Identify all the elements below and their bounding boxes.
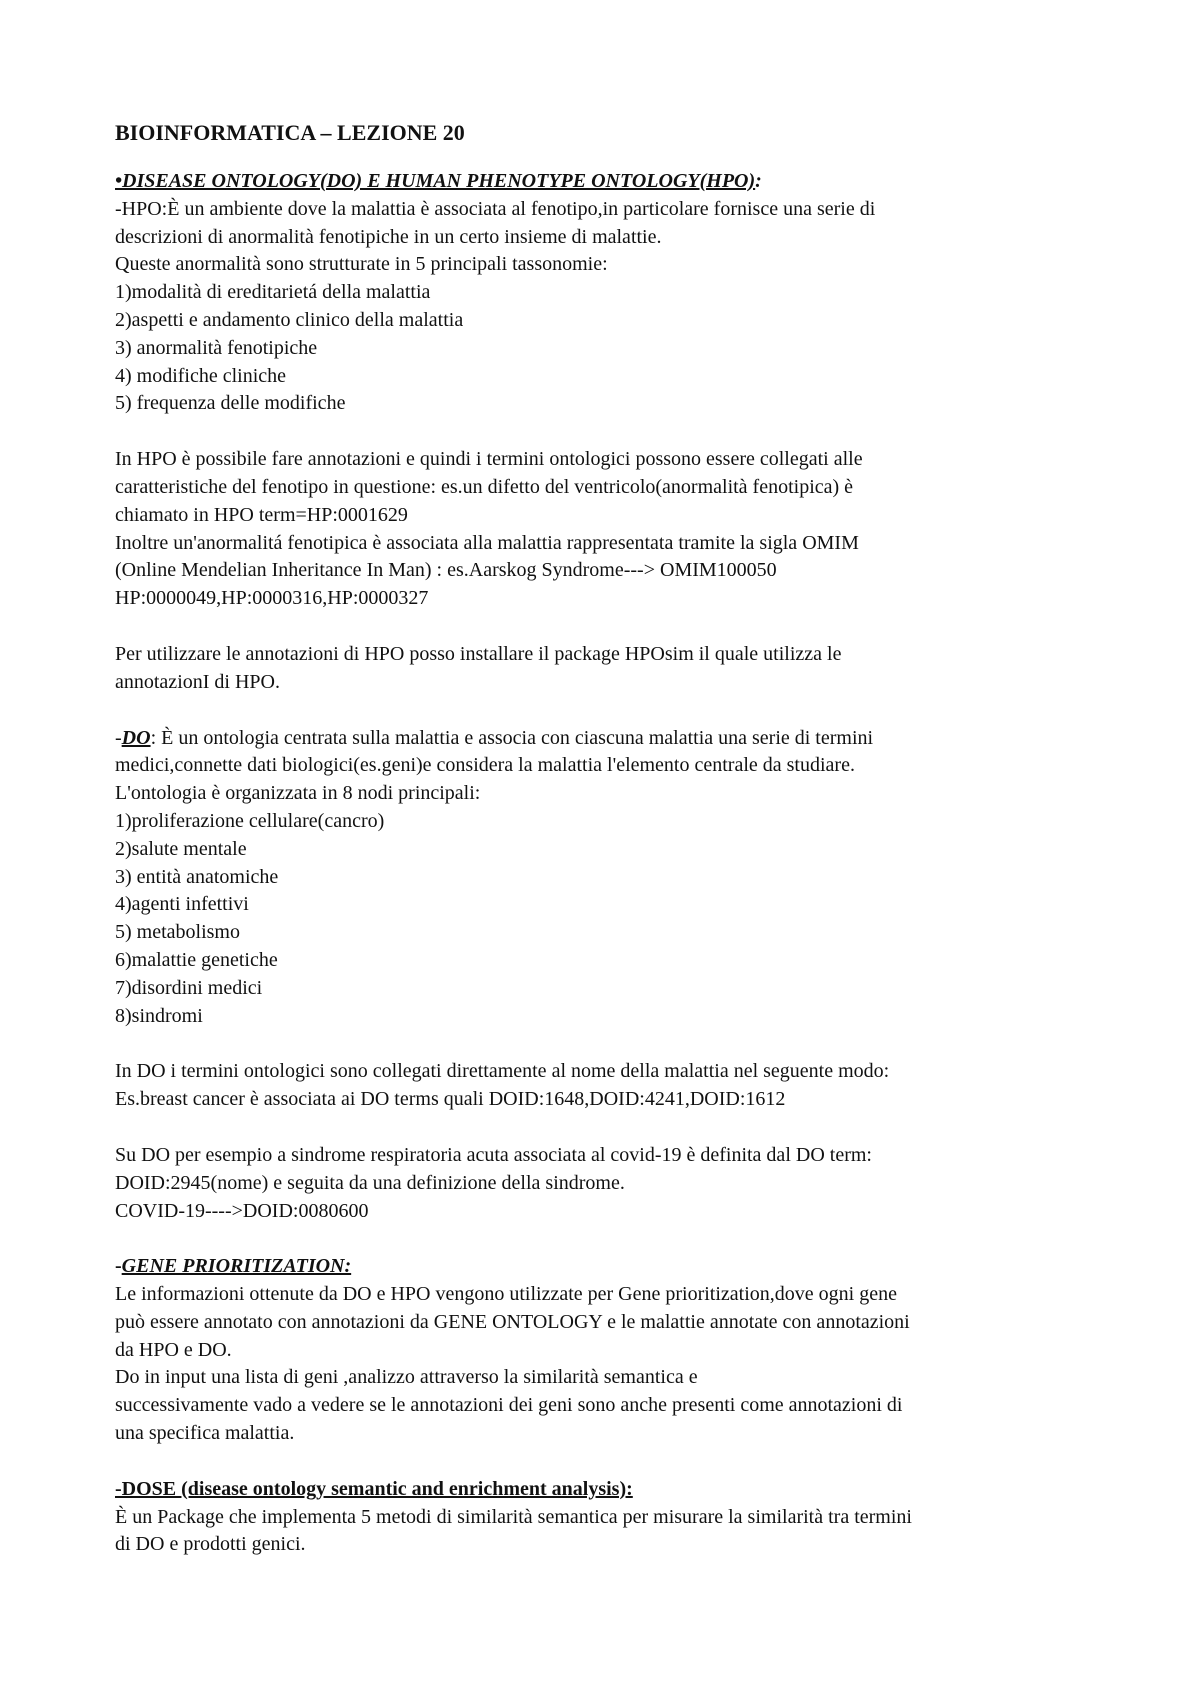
do-covid-line: Su DO per esempio a sindrome respiratoria acuta associata al covid-19 è definita dal DO term:: [115, 1143, 872, 1166]
hpo-annotations-line: HP:0000049,HP:0000316,HP:0000327: [115, 587, 429, 610]
do-node-item: 1)proliferazione cellulare(cancro): [115, 809, 385, 832]
paragraph-gap: [115, 613, 1125, 641]
hpo-annotations-line: chiamato in HPO term=HP:0001629: [115, 503, 408, 526]
gene-prioritization-line: Do in input una lista di geni ,analizzo attraverso la similarità semantica e: [115, 1366, 698, 1389]
do-covid-line: DOID:2945(nome) e seguita da una definizione della sindrome.: [115, 1171, 625, 1194]
gene-prioritization-line: da HPO e DO.: [115, 1338, 232, 1361]
do-terms-line: Es.breast cancer è associata ai DO terms quali DOID:1648,DOID:4241,DOID:1612: [115, 1088, 786, 1111]
paragraph-gap: [115, 1225, 1125, 1253]
gene-prioritization-heading: [115, 1253, 1125, 1281]
hpo-taxonomy-item: 1)modalità di ereditarietá della malattia: [115, 281, 431, 304]
gene-prioritization-line: Le informazioni ottenute da DO e HPO vengono utilizzate per Gene prioritization,dove ogni gene: [115, 1283, 897, 1306]
do-node-item: 8)sindromi: [115, 1004, 203, 1027]
dose-line: È un Package che implementa 5 metodi di similarità semantica per misurare la similarità tra termini: [115, 1505, 912, 1528]
do-node-item: 6)malattie genetiche: [115, 948, 278, 971]
gene-prefix: -: [115, 1255, 122, 1278]
paragraph-gap: [115, 1448, 1125, 1476]
hpo-package-line: Per utilizzare le annotazioni di HPO posso installare il package HPOsim il quale utilizza le: [115, 642, 842, 665]
hpo-intro-line: -HPO:È un ambiente dove la malattia è associata al fenotipo,in particolare fornisce una serie di: [115, 197, 876, 220]
hpo-intro-line: descrizioni di anormalità fenotipiche in un certo insieme di malattie.: [115, 225, 662, 248]
dose-line: di DO e prodotti genici.: [115, 1533, 306, 1556]
hpo-taxonomy-item: 5) frequenza delle modifiche: [115, 392, 346, 415]
gene-heading-text: GENE PRIORITIZATION:: [121, 1255, 352, 1278]
do-intro-line: medici,connette dati biologici(es.geni)e considera la malattia l'elemento centrale da studiare.: [115, 754, 855, 777]
do-prefix: -: [115, 726, 122, 749]
hpo-taxonomy-item: 4) modifiche cliniche: [115, 364, 287, 387]
gene-prioritization-line: successivamente vado a vedere se le annotazioni dei geni sono anche presenti come annotazioni di: [115, 1394, 903, 1417]
hpo-heading-text: DISEASE ONTOLOGY(DO) E HUMAN PHENOTYPE ONTOLOGY(HPO): [122, 170, 756, 192]
hpo-package-line: annotazionI di HPO.: [115, 670, 280, 693]
paragraph-gap: [115, 418, 1125, 446]
do-node-item: 4)agenti infettivi: [115, 893, 249, 916]
paragraph-gap: [115, 697, 1125, 725]
do-node-item: 3) entità anatomiche: [115, 865, 279, 888]
do-terms-line: In DO i termini ontologici sono collegati direttamente al nome della malattia nel seguente modo:: [115, 1060, 890, 1083]
do-node-item: 2)salute mentale: [115, 837, 247, 860]
do-node-item: 7)disordini medici: [115, 976, 263, 999]
hpo-section-heading: [115, 168, 1125, 196]
hpo-taxonomy-item: 3) anormalità fenotipiche: [115, 336, 318, 359]
dose-heading: -DOSE (disease ontology semantic and enrichment analysis):: [115, 1477, 633, 1500]
do-heading: DO: [121, 726, 151, 749]
paragraph-gap: [115, 1114, 1125, 1142]
hpo-taxonomy-item: 2)aspetti e andamento clinico della malattia: [115, 308, 464, 331]
hpo-annotations-line: Inoltre un'anormalitá fenotipica è associata alla malattia rappresentata tramite la sigla OMIM: [115, 531, 859, 554]
do-first-line-rest: : È un ontologia centrata sulla malattia e associa con ciascuna malattia una serie di termini: [150, 726, 874, 749]
hpo-annotations-line: (Online Mendelian Inheritance In Man) : es.Aarskog Syndrome---> OMIM100050: [115, 559, 777, 582]
gene-prioritization-line: una specifica malattia.: [115, 1422, 295, 1445]
hpo-annotations-line: In HPO è possibile fare annotazioni e quindi i termini ontologici possono essere collegati alle: [115, 448, 863, 471]
hpo-annotations-line: caratteristiche del fenotipo in questione: es.un difetto del ventricolo(anormalità fenotipica) è: [115, 475, 854, 498]
paragraph-gap: [115, 1030, 1125, 1058]
do-section-first-line: [115, 725, 1125, 753]
document-title: BIOINFORMATICA – LEZIONE 20: [115, 120, 465, 145]
hpo-heading-colon: :: [755, 170, 762, 192]
heading-bullet: •: [115, 170, 123, 192]
do-intro-line: L'ontologia è organizzata in 8 nodi principali:: [115, 782, 481, 805]
do-covid-line: COVID-19---->DOID:0080600: [115, 1199, 369, 1222]
gene-prioritization-line: può essere annotato con annotazioni da GENE ONTOLOGY e le malattie annotate con annotazioni: [115, 1310, 910, 1333]
hpo-intro-line: Queste anormalità sono strutturate in 5 principali tassonomie:: [115, 253, 608, 276]
do-node-item: 5) metabolismo: [115, 921, 240, 944]
document-body: [115, 118, 1125, 1559]
